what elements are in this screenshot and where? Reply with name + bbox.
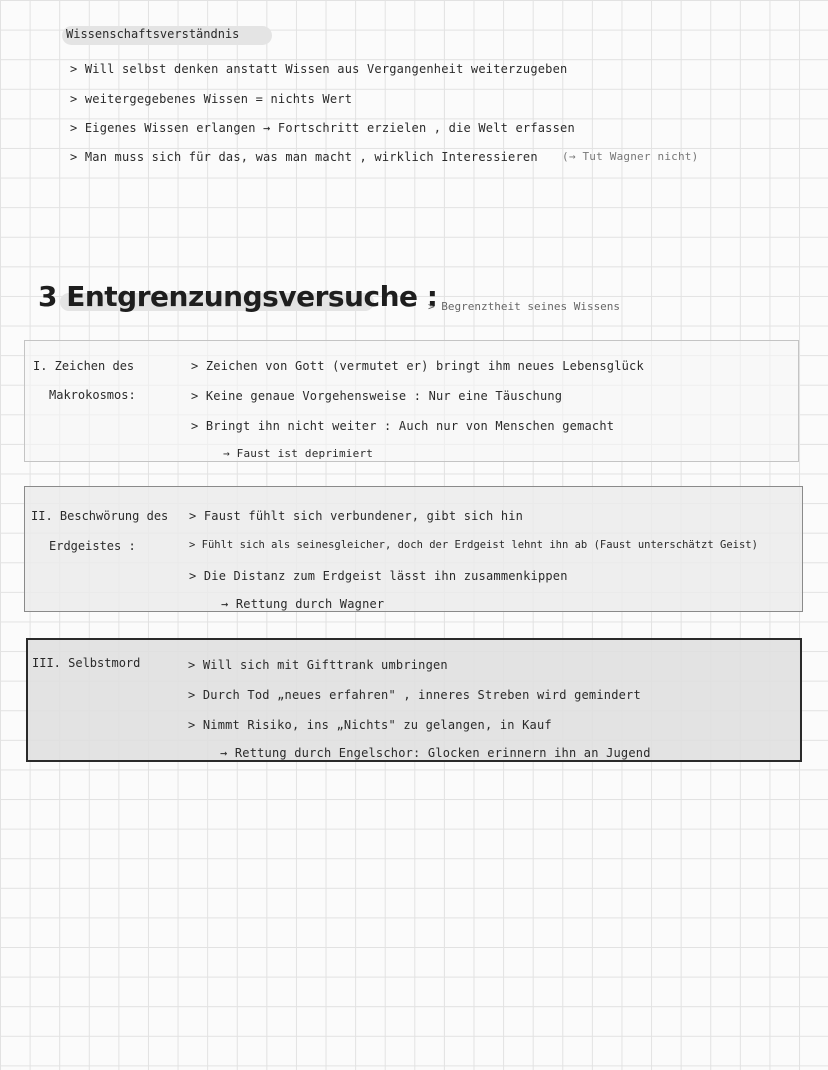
box3-label-line1: III. Selbstmord [32,656,141,670]
box-zeichen-makrokosmos [24,340,799,462]
box1-line-3: > Bringt ihn nicht weiter : Auch nur von Menschen gemacht [191,419,615,433]
box1-label-line1: I. Zeichen des [33,359,135,373]
intro-line-4: > Man muss sich für das, was man macht , wirklich Interessieren [70,150,538,164]
box3-line-2: > Durch Tod „neues erfahren" , inneres Streben wird gemindert [188,688,641,702]
section-side-note: > Begrenztheit seines Wissens [428,300,621,313]
box3-line-3: > Nimmt Risiko, ins „Nichts" zu gelangen, in Kauf [188,718,552,732]
box2-result: → Rettung durch Wagner [221,597,385,611]
box3-line-1: > Will sich mit Gifttrank umbringen [188,658,448,672]
box-selbstmord [26,638,802,762]
box-beschwoerung-erdgeist [24,486,803,612]
box2-line-1: > Faust fühlt sich verbundener, gibt sich hin [189,509,524,523]
box1-label-line2: Makrokosmos: [49,388,136,402]
section-title: 3 Entgrenzungsversuche : [38,280,438,313]
box2-line-2: > Fühlt sich als seinesgleicher, doch der Erdgeist lehnt ihn ab (Faust unterschätzt Geist) [189,539,758,551]
box2-label-line2: Erdgeistes : [49,539,136,553]
intro-line-1: > Will selbst denken anstatt Wissen aus Vergangenheit weiterzugeben [70,62,568,76]
intro-aside: (→ Tut Wagner nicht) [562,150,699,163]
box2-line-3: > Die Distanz zum Erdgeist lässt ihn zusammenkippen [189,569,568,583]
box1-result: → Faust ist deprimiert [223,447,374,460]
intro-heading: Wissenschaftsverständnis [66,27,240,41]
box3-result: → Rettung durch Engelschor: Glocken erinnern ihn an Jugend [220,746,651,760]
box1-line-2: > Keine genaue Vorgehensweise : Nur eine Täuschung [191,389,563,403]
intro-line-3: > Eigenes Wissen erlangen → Fortschritt erzielen , die Welt erfassen [70,121,575,135]
box2-label-line1: II. Beschwörung des [31,509,169,523]
box1-line-1: > Zeichen von Gott (vermutet er) bringt ihm neues Lebensglück [191,359,644,373]
intro-line-2: > weitergegebenes Wissen = nichts Wert [70,92,353,106]
